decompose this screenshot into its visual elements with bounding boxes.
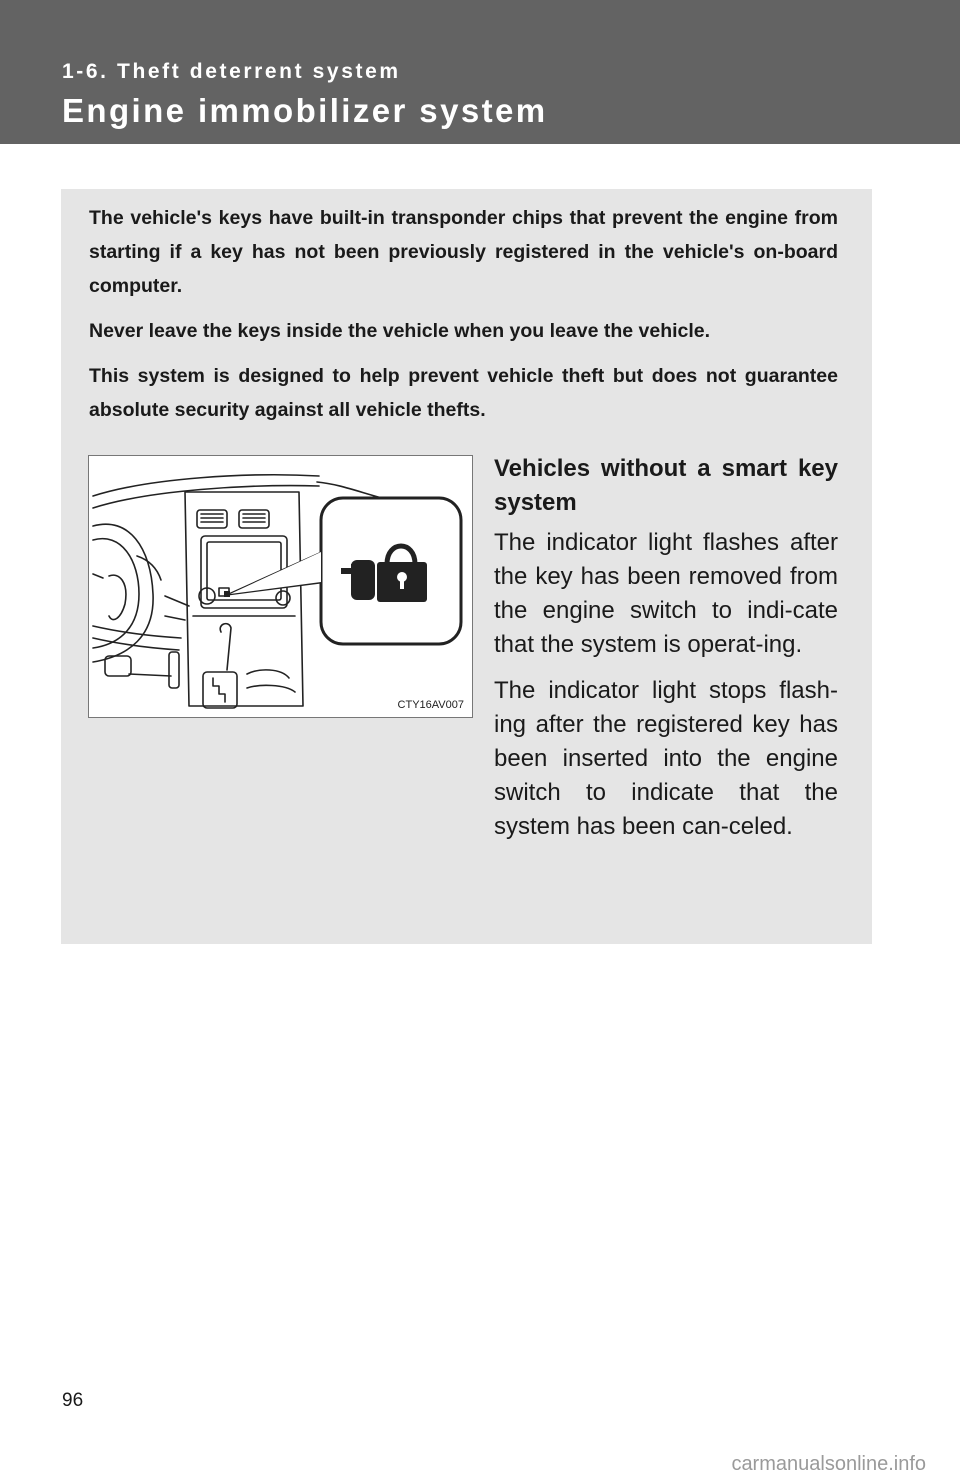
intro-paragraph: The vehicle's keys have built-in transponder chips that prevent the engine from starting if a key has not been previously registered in the vehicle's on-board computer. (89, 207, 838, 297)
intro-text (89, 201, 838, 438)
intro-paragraph: Never leave the keys inside the vehicle when you leave the vehicle. (89, 320, 711, 342)
page-number: 96 (62, 1390, 84, 1411)
page-title: Engine immobilizer system (62, 92, 548, 129)
section-heading: Vehicles without a smart key system (494, 455, 838, 516)
section-paragraph: The indicator light flashes after the key has been removed from the engine switch to indi-cate that the system is operat-ing. (494, 529, 838, 658)
info-panel (61, 189, 872, 944)
section-paragraph: The indicator light stops flash-ing after the registered key has been inserted into the engine switch to indicate that the system has been can-celed. (494, 677, 838, 840)
dashboard-illustration (88, 455, 473, 718)
page-header (0, 0, 960, 144)
section-label: 1-6. Theft deterrent system (62, 60, 401, 83)
watermark: carmanualsonline.info (731, 1453, 926, 1475)
dashboard-drawing (89, 456, 473, 718)
intro-paragraph: This system is designed to help prevent vehicle theft but does not guarantee absolute security against all vehicle thefts. (89, 365, 838, 421)
section-text (494, 452, 838, 856)
figure-id: CTY16AV007 (397, 699, 464, 711)
